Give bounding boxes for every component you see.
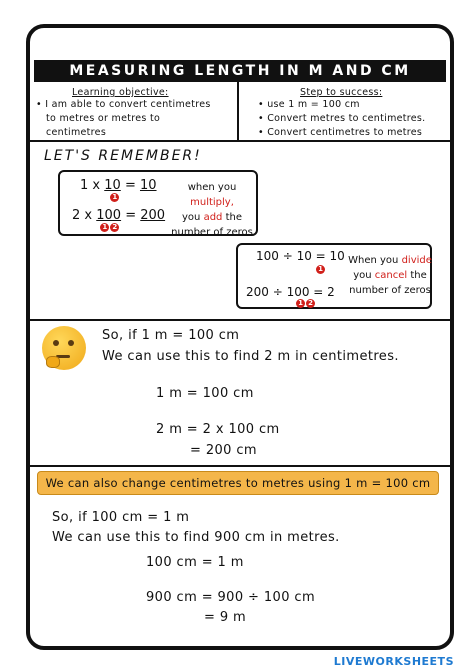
section1-eq1: 1 m = 100 cm <box>156 386 254 401</box>
thinking-face-icon <box>42 326 86 370</box>
step-to-success-list: • use 1 m = 100 cm • Convert metres to centimetres. • Convert centimetres to metres <box>258 99 426 138</box>
multiply-equation-2: 2 x 100 1 2 = 200 <box>72 208 166 231</box>
lets-remember-heading: LET'S REMEMBER! <box>44 148 202 164</box>
multiply-equation-1: 1 x 10 1 = 10 <box>80 178 157 201</box>
liveworksheets-logo[interactable]: LIVEWORKSHEETS <box>333 655 454 668</box>
divider <box>30 319 450 321</box>
page-title: MEASURING LENGTH IN M AND CM <box>34 60 446 82</box>
divider <box>237 82 239 140</box>
section2-line2: We can use this to find 900 cm in metres. <box>52 530 340 545</box>
divider <box>30 465 450 467</box>
conversion-banner: We can also change centimetres to metres using 1 m = 100 cm <box>37 471 439 495</box>
section2-eq3: = 9 m <box>204 610 247 625</box>
multiply-note: when you multiply, you add the number of zeros <box>171 182 253 238</box>
section1-line2: We can use this to find 2 m in centimetres. <box>102 349 399 364</box>
section1-eq2: 2 m = 2 x 100 cm <box>156 422 280 437</box>
section1-eq3: = 200 cm <box>190 443 257 458</box>
learning-objective-heading: Learning objective: <box>72 87 169 98</box>
divide-equation-2: 200 ÷ 100 = 2 1 2 <box>246 285 335 307</box>
multiply-rule-box <box>58 170 258 236</box>
divide-equation-1: 100 ÷ 10 = 10 1 <box>256 249 345 273</box>
section1-line1: So, if 1 m = 100 cm <box>102 328 240 343</box>
learning-objective-text: • I am able to convert centimetres to metres or metres to centimetres <box>36 99 211 138</box>
section2-eq2: 900 cm = 900 ÷ 100 cm <box>146 590 316 605</box>
step-to-success-heading: Step to success: <box>300 87 383 98</box>
section2-line1: So, if 100 cm = 1 m <box>52 510 190 525</box>
divide-rule-box <box>236 243 432 309</box>
section2-eq1: 100 cm = 1 m <box>146 555 244 570</box>
divider <box>30 140 450 142</box>
divide-note: When you divide you cancel the number of zeros <box>348 255 432 296</box>
